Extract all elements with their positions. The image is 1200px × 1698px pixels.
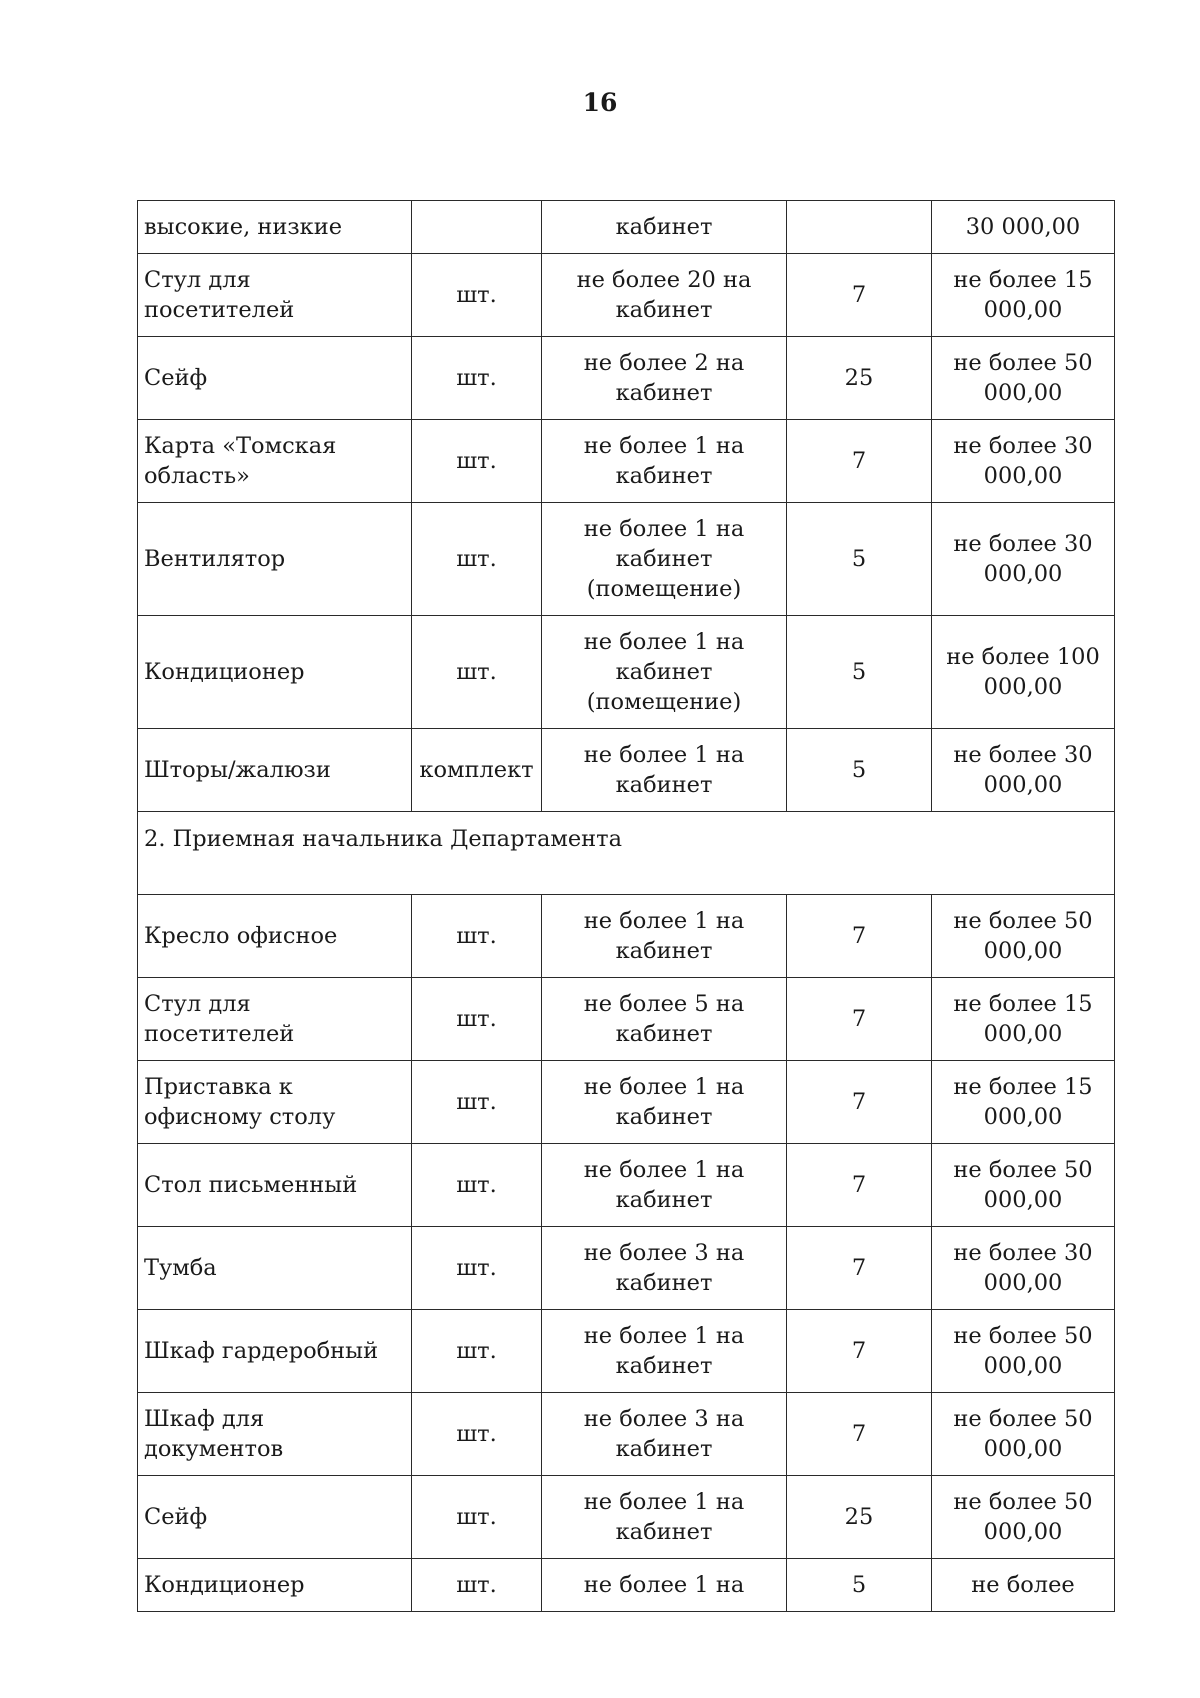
table-row [138,1061,1115,1144]
norm-cell: не более 1 на кабинет [542,895,787,978]
service-life-cell: 7 [787,1144,932,1227]
service-life-cell: 7 [787,1061,932,1144]
item-name-cell: Вентилятор [138,503,412,616]
table-row [138,1559,1115,1612]
price-cell: не более 50 000,00 [932,1476,1115,1559]
section-row [138,812,1115,895]
service-life-cell [787,201,932,254]
item-name-cell: Кресло офисное [138,895,412,978]
norm-cell: не более 20 на кабинет [542,254,787,337]
price-cell: не более 50 000,00 [932,1393,1115,1476]
item-name-cell: Приставка к офисному столу [138,1061,412,1144]
furniture-norms-table [137,200,1115,1612]
unit-cell: шт. [412,1310,542,1393]
item-name-cell: Шторы/жалюзи [138,729,412,812]
service-life-cell: 7 [787,254,932,337]
item-name-cell: Карта «Томская область» [138,420,412,503]
item-name-cell: Стул для посетителей [138,978,412,1061]
table-row [138,254,1115,337]
item-name-cell: Кондиционер [138,1559,412,1612]
table-row [138,616,1115,729]
table-body [138,201,1115,1612]
norm-cell: не более 3 на кабинет [542,1227,787,1310]
service-life-cell: 7 [787,420,932,503]
price-cell: не более 50 000,00 [932,1144,1115,1227]
unit-cell: шт. [412,503,542,616]
service-life-cell: 5 [787,503,932,616]
service-life-cell: 25 [787,337,932,420]
norm-cell: не более 1 на кабинет [542,1310,787,1393]
norm-cell: не более 1 на кабинет [542,1144,787,1227]
table-row [138,420,1115,503]
price-cell: не более [932,1559,1115,1612]
unit-cell: комплект [412,729,542,812]
norm-cell: не более 1 на кабинет (помещение) [542,616,787,729]
unit-cell: шт. [412,978,542,1061]
item-name-cell: Шкаф гардеробный [138,1310,412,1393]
unit-cell: шт. [412,1227,542,1310]
price-cell: не более 30 000,00 [932,503,1115,616]
table-row [138,1393,1115,1476]
price-cell: не более 100 000,00 [932,616,1115,729]
norm-cell: не более 1 на кабинет [542,729,787,812]
unit-cell: шт. [412,337,542,420]
item-name-cell: высокие, низкие [138,201,412,254]
unit-cell: шт. [412,1393,542,1476]
norm-cell: кабинет [542,201,787,254]
table-row [138,1310,1115,1393]
item-name-cell: Кондиционер [138,616,412,729]
unit-cell: шт. [412,895,542,978]
price-cell: не более 50 000,00 [932,895,1115,978]
table-row [138,503,1115,616]
page-number: 16 [582,88,618,117]
price-cell: 30 000,00 [932,201,1115,254]
table-row [138,895,1115,978]
table-row [138,337,1115,420]
item-name-cell: Сейф [138,337,412,420]
norm-cell: не более 1 на кабинет [542,420,787,503]
table-row [138,1476,1115,1559]
norm-cell: не более 5 на кабинет [542,978,787,1061]
price-cell: не более 15 000,00 [932,978,1115,1061]
table-row [138,729,1115,812]
norm-cell: не более 1 на кабинет (помещение) [542,503,787,616]
price-cell: не более 30 000,00 [932,1227,1115,1310]
price-cell: не более 50 000,00 [932,337,1115,420]
norm-cell: не более 2 на кабинет [542,337,787,420]
norm-cell: не более 1 на кабинет [542,1476,787,1559]
table-row [138,978,1115,1061]
table-row [138,1227,1115,1310]
service-life-cell: 5 [787,616,932,729]
price-cell: не более 15 000,00 [932,254,1115,337]
item-name-cell: Стул для посетителей [138,254,412,337]
price-cell: не более 30 000,00 [932,420,1115,503]
unit-cell: шт. [412,254,542,337]
norm-cell: не более 1 на [542,1559,787,1612]
table-row [138,201,1115,254]
item-name-cell: Шкаф для документов [138,1393,412,1476]
item-name-cell: Стол письменный [138,1144,412,1227]
service-life-cell: 7 [787,1227,932,1310]
table-row [138,1144,1115,1227]
unit-cell: шт. [412,1061,542,1144]
service-life-cell: 7 [787,895,932,978]
unit-cell [412,201,542,254]
service-life-cell: 5 [787,729,932,812]
norm-cell: не более 3 на кабинет [542,1393,787,1476]
item-name-cell: Сейф [138,1476,412,1559]
service-life-cell: 7 [787,978,932,1061]
unit-cell: шт. [412,1476,542,1559]
service-life-cell: 5 [787,1559,932,1612]
service-life-cell: 7 [787,1393,932,1476]
unit-cell: шт. [412,1559,542,1612]
service-life-cell: 7 [787,1310,932,1393]
section-heading: 2. Приемная начальника Департамента [138,812,1115,895]
unit-cell: шт. [412,1144,542,1227]
price-cell: не более 15 000,00 [932,1061,1115,1144]
price-cell: не более 30 000,00 [932,729,1115,812]
norm-cell: не более 1 на кабинет [542,1061,787,1144]
item-name-cell: Тумба [138,1227,412,1310]
unit-cell: шт. [412,420,542,503]
service-life-cell: 25 [787,1476,932,1559]
unit-cell: шт. [412,616,542,729]
price-cell: не более 50 000,00 [932,1310,1115,1393]
